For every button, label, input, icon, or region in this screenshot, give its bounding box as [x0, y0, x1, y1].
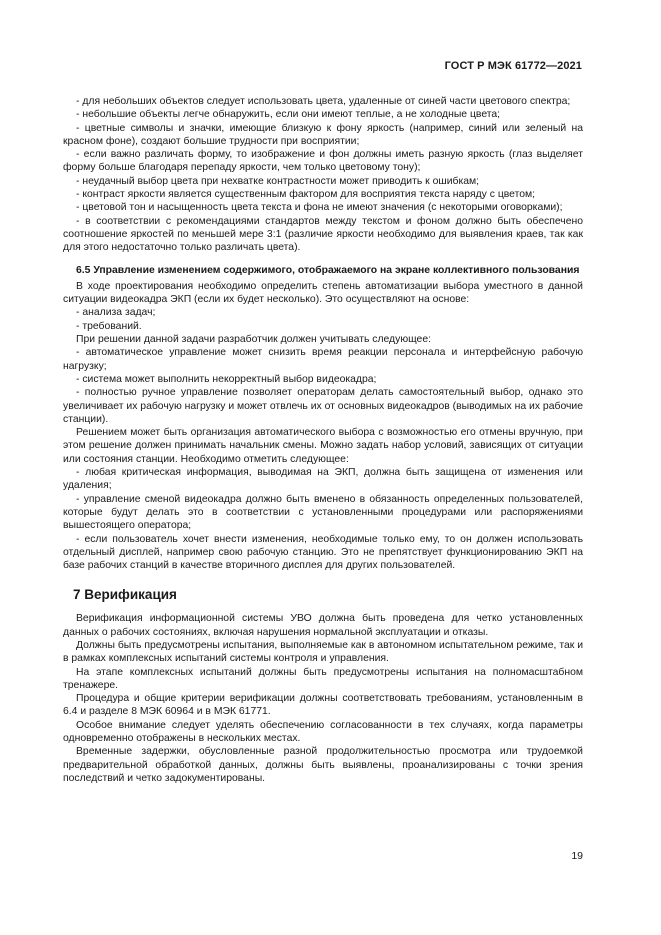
paragraph: Верификация информационной системы УВО должна быть проведена для четко установленных данных о рабочих состояниях, включая нарушения нормальной эксплуатации и отказы. — [63, 613, 583, 638]
list-item: - контраст яркости является существенным фактором для восприятия текста наряду с цветом; — [76, 189, 536, 201]
page-number: 19 — [571, 850, 583, 862]
paragraph: На этапе комплексных испытаний должны быть предусмотрены испытания на полномасштабном тренажере. — [63, 666, 583, 691]
list-item: - полностью ручное управление позволяет операторам делать самостоятельный выбор, однако это увеличивает их рабочую нагрузку и может отвлечь их от основных видеокадров (выводимых на их рабочие станции). — [63, 387, 583, 425]
list-item: - анализа задач; — [76, 307, 156, 319]
intro-list — [63, 95, 583, 255]
list-item: - требований. — [76, 320, 142, 332]
list-item: - небольшие объекты легче обнаружить, если они имеют теплые, а не холодные цвета; — [76, 109, 501, 121]
list-item: - автоматическое управление может снизить время реакции персонала и интерфейсную рабочую нагрузку; — [63, 347, 583, 372]
section-7-body — [63, 612, 583, 785]
list-item: - в соответствии с рекомендациями стандартов между текстом и фоном должно быть обеспечено соотношение яркостей по меньшей мере 3:1 (различие яркости необходимо для выявления краев, так как для этого недостаточно только различать цвета). — [63, 215, 583, 254]
list-item: - если важно различать форму, то изображение и фон должны иметь разную яркость (глаз выделяет форму больше благодаря перепаду яркости, чем только цветовому тону); — [63, 149, 583, 174]
paragraph: Временные задержки, обусловленные разной продолжительностью просмотра или трудоемкой предварительной обработкой данных, должны быть выявлены, проанализированы с точки зрения последствий и четко задокументированы. — [63, 746, 583, 784]
page-content — [63, 95, 583, 785]
paragraph: Должны быть предусмотрены испытания, выполняемые как в автономном испытательном режиме, так и в рамках комплексных испытаний системы контроля и управления. — [63, 639, 583, 665]
section-7-heading: 7 Верификация — [73, 587, 177, 603]
list-item: - цветные символы и значки, имеющие близкую к фону яркость (например, синий или зеленый на красном фоне), создают большие трудности при восприятии; — [63, 122, 583, 147]
paragraph: При решении данной задачи разработчик должен учитывать следующее: — [76, 334, 431, 346]
list-item: - любая критическая информация, выводимая на ЭКП, должна быть защищена от изменения или удаления; — [63, 467, 583, 492]
paragraph: Решением может быть организация автоматического выбора с возможностью его отмены вручную, при этом решение должен принимать начальник смены. Можно задать набор условий, зависящих от ситуации или состояния станции. Необходимо отметить следующее: — [63, 427, 583, 465]
list-item: - цветовой тон и насыщенность цвета текста и фона не имеют значения (с некоторыми оговорками); — [76, 202, 563, 214]
list-item: - управление сменой видеокадра должно быть вменено в обязанность определенных пользователей, которые будут делать это в соответствии с установленными процедурами или распоряжениями вышестоящего оператора; — [63, 493, 583, 532]
section-6-5-body — [63, 280, 583, 573]
list-item: - если пользователь хочет внести изменения, необходимые только ему, то он должен использовать отдельный дисплей, например свою рабочую станцию. Это не препятствует функционированию ЭКП на базе рабочих станций в качестве вторичного дисплея для других пользователей. — [63, 533, 583, 572]
section-6-5-heading: 6.5 Управление изменением содержимого, отображаемого на экране коллективного пользования — [76, 264, 580, 276]
list-item: - для небольших объектов следует использовать цвета, удаленные от синей части цветового спектра; — [76, 96, 571, 107]
list-item: - неудачный выбор цвета при нехватке контрастности может приводить к ошибкам; — [76, 175, 480, 187]
paragraph: Процедура и общие критерии верификации должны соответствовать требованиям, установленным в 6.4 и разделе 8 МЭК 60964 и в МЭК 61771. — [63, 693, 583, 718]
standard-designation: ГОСТ Р МЭК 61772—2021 — [444, 60, 582, 72]
paragraph: В ходе проектирования необходимо определить степень автоматизации выбора уместного в данной ситуации видеокадра ЭКП (если их будет несколько). Это осуществляют на основе: — [63, 280, 583, 306]
paragraph: Особое внимание следует уделять обеспечению согласованности в тех случаях, когда параметры одновременно отображены в нескольких местах. — [63, 719, 583, 745]
list-item: - система может выполнить некорректный выбор видеокадра; — [76, 373, 377, 385]
